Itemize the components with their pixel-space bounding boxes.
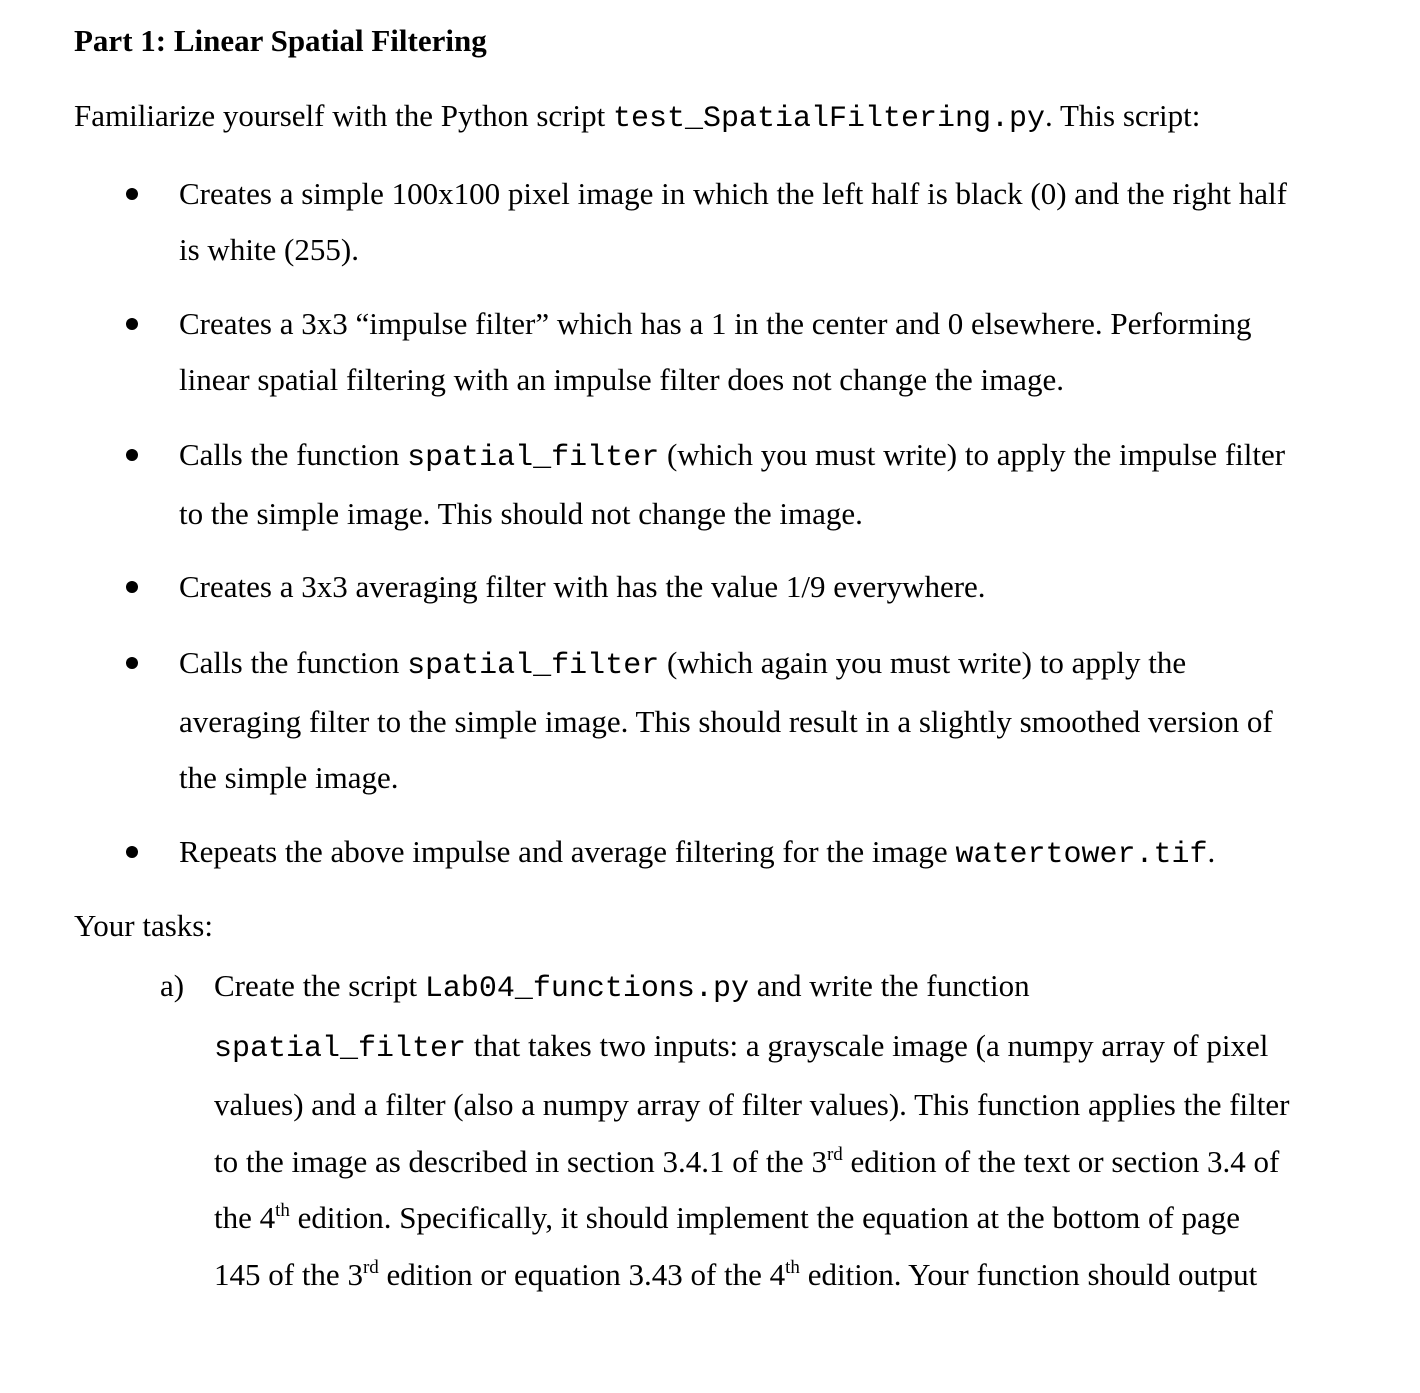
ordinal-superscript: rd	[826, 1143, 843, 1165]
bullet-dot	[126, 846, 138, 858]
task-text-segment: the 4	[214, 1200, 276, 1235]
task-text-segment: to the image as described in section 3.4.1 of the 3	[214, 1143, 827, 1179]
bullet-text-after: (which you must write) to apply the impulse filter	[659, 437, 1286, 472]
task-text-segment: that takes two inputs: a grayscale image (a numpy array of pixel	[466, 1027, 1269, 1063]
ordinal-superscript: th	[785, 1256, 800, 1278]
bullet-text	[179, 635, 1354, 806]
bullet-text	[179, 427, 1354, 542]
task-text-segment: values) and a filter (also a numpy array of filter values). This function applies the filter	[214, 1087, 1290, 1122]
bullet-line: linear spatial filtering with an impulse filter does not change the image.	[179, 362, 1064, 397]
tasks-label: Your tasks:	[74, 908, 213, 943]
task-text-segment: edition. Specifically, it should implement the equation at the bottom of page	[289, 1200, 1241, 1235]
bullet-line: is white (255).	[179, 232, 359, 267]
image-filename: watertower.tif	[955, 838, 1208, 872]
bullet-text	[179, 559, 1354, 615]
ordinal-superscript: th	[275, 1200, 290, 1221]
task-text-segment: edition. Your function should output	[799, 1256, 1258, 1292]
bullet-dot	[126, 581, 138, 593]
intro-paragraph	[74, 96, 1380, 139]
bullet-dot	[126, 318, 138, 330]
bullet-dot	[126, 188, 138, 200]
task-marker: a)	[160, 968, 185, 1003]
task-text-segment: Create the script	[214, 968, 425, 1003]
section-heading: Part 1: Linear Spatial Filtering	[74, 23, 487, 58]
task-text-segment: and write the function	[748, 968, 1030, 1003]
bullet-line: Creates a 3x3 averaging filter with has the value 1/9 everywhere.	[179, 569, 986, 604]
task-text-segment: edition or equation 3.43 of the 4	[378, 1256, 786, 1292]
function-name: spatial_filter	[214, 1031, 467, 1066]
script-filename: Lab04_functions.py	[424, 972, 749, 1006]
ordinal-superscript: rd	[362, 1256, 379, 1278]
intro-text-after: . This script:	[1045, 98, 1201, 133]
function-name: spatial_filter	[407, 649, 660, 683]
task-text-segment: edition of the text or section 3.4 of	[842, 1143, 1280, 1179]
bullet-text	[179, 824, 1354, 883]
intro-script-name: test_SpatialFiltering.py	[612, 102, 1046, 136]
bullet-text	[179, 296, 1354, 408]
bullet-text-before: Calls the function	[179, 437, 408, 472]
bullet-text	[179, 166, 1354, 278]
task-text-segment: 145 of the 3	[214, 1256, 363, 1292]
bullet-text-before: Calls the function	[179, 645, 408, 680]
bullet-line: Creates a simple 100x100 pixel image in which the left half is black (0) and the right half	[179, 176, 1287, 211]
bullet-text-before: Repeats the above impulse and average filtering for the image	[179, 834, 956, 869]
bullet-text-after: (which again you must write) to apply the	[659, 645, 1187, 680]
bullet-line: Creates a 3x3 “impulse filter” which has a 1 in the center and 0 elsewhere. Performing	[179, 306, 1252, 341]
intro-text-before: Familiarize yourself with the Python script	[74, 98, 613, 133]
bullet-dot	[126, 657, 138, 669]
bullet-line: averaging filter to the simple image. This should result in a slightly smoothed version of	[179, 704, 1273, 739]
bullet-line: the simple image.	[179, 760, 399, 795]
task-text	[214, 958, 1364, 1303]
bullet-line: to the simple image. This should not change the image.	[179, 496, 863, 531]
bullet-text-after: .	[1207, 834, 1216, 869]
bullet-dot	[126, 449, 138, 461]
function-name: spatial_filter	[407, 441, 660, 475]
